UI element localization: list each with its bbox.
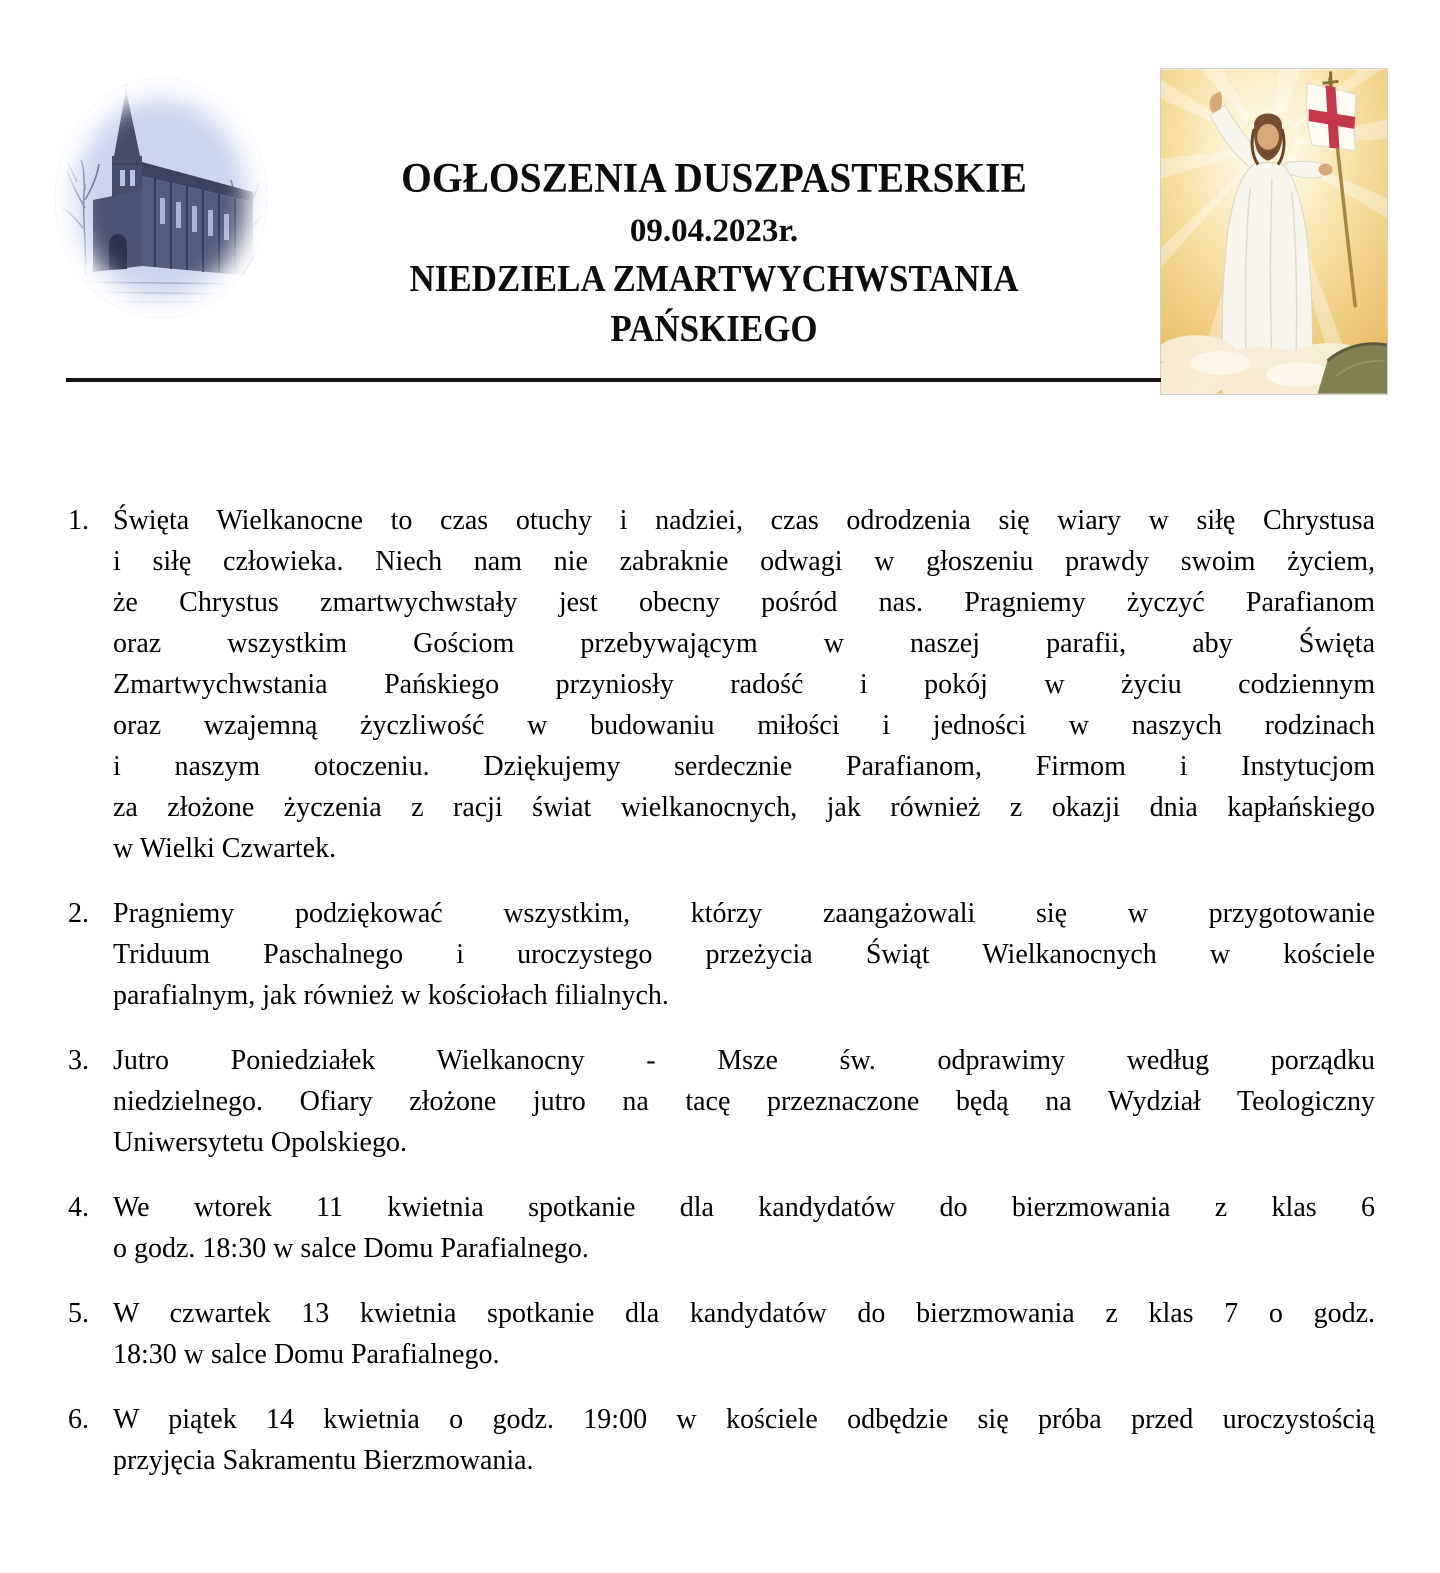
text-line: W piątek 14 kwietnia o godz. 19:00 w kościele odbędzie się próba przed uroczystością	[113, 1404, 1375, 1435]
text-line: Zmartwychwstania Pańskiego przyniosły radość i pokój w życiu codziennym	[113, 669, 1375, 700]
text-line: parafialnym, jak również w kościołach filialnych.	[113, 980, 669, 1011]
text-line: Święta Wielkanocne to czas otuchy i nadziei, czas odrodzenia się wiary w siłę Chrystusa	[113, 505, 1375, 536]
text-line: i naszym otoczeniu. Dziękujemy serdecznie Parafianom, Firmom i Instytucjom	[113, 751, 1375, 782]
text-line: niedzielnego. Ofiary złożone jutro na tacę przeznaczone będą na Wydział Teologiczny	[113, 1086, 1375, 1117]
announcement-item-5	[68, 1293, 1375, 1375]
item-number: 3.	[68, 1045, 89, 1076]
text-line: Jutro Poniedziałek Wielkanocny - Msze św. odprawimy według porządku	[113, 1045, 1375, 1076]
text-line: W czwartek 13 kwietnia spotkanie dla kandydatów do bierzmowania z klas 7 o godz.	[113, 1298, 1375, 1329]
jesus-image	[1160, 68, 1388, 395]
item-text	[113, 500, 1375, 869]
text-line: w Wielki Czwartek.	[113, 833, 337, 864]
resurrected-christ-icon	[1161, 69, 1387, 394]
header-divider	[66, 378, 1161, 382]
item-number: 5.	[68, 1298, 89, 1329]
item-number: 6.	[68, 1404, 89, 1435]
item-text	[113, 1040, 1375, 1163]
page-date: 09.04.2023r.	[629, 213, 799, 249]
announcement-item-3	[68, 1040, 1375, 1163]
church-logo-image	[55, 78, 267, 318]
item-text	[113, 893, 1375, 1016]
page-subtitle: NIEDZIELA ZMARTWYCHWSTANIA PAŃSKIEGO	[409, 258, 1019, 350]
text-line: że Chrystus zmartwychwstały jest obecny pośród nas. Pragniemy życzyć Parafianom	[113, 587, 1375, 618]
announcement-item-4	[68, 1187, 1375, 1269]
item-number: 4.	[68, 1192, 89, 1223]
announcement-item-2	[68, 893, 1375, 1016]
text-line: We wtorek 11 kwietnia spotkanie dla kandydatów do bierzmowania z klas 6	[113, 1192, 1375, 1223]
page-title: OGŁOSZENIA DUSZPASTERSKIE	[401, 156, 1027, 202]
item-number: 2.	[68, 898, 89, 929]
text-line: za złożone życzenia z racji świat wielkanocnych, jak również z okazji dnia kapłańskiego	[113, 792, 1375, 823]
church-sketch-icon	[55, 78, 267, 318]
text-line: Triduum Paschalnego i uroczystego przeżycia Świąt Wielkanocnych w kościele	[113, 939, 1375, 970]
item-number: 1.	[68, 505, 89, 536]
item-text	[113, 1293, 1375, 1375]
bulletin-header	[0, 0, 1440, 420]
text-line: i siłę człowieka. Niech nam nie zabraknie odwagi w głoszeniu prawdy swoim życiem,	[113, 546, 1375, 577]
item-text	[113, 1399, 1375, 1481]
header-titles	[270, 150, 1158, 354]
text-line: oraz wszystkim Gościom przebywającym w naszej parafii, aby Święta	[113, 628, 1375, 659]
text-line: oraz wzajemną życzliwość w budowaniu miłości i jedności w naszych rodzinach	[113, 710, 1375, 741]
item-text	[113, 1187, 1375, 1269]
text-line: przyjęcia Sakramentu Bierzmowania.	[113, 1445, 534, 1476]
text-line: o godz. 18:30 w salce Domu Parafialnego.	[113, 1233, 589, 1264]
announcement-item-6	[68, 1399, 1375, 1481]
announcement-item-1	[68, 500, 1375, 869]
text-line: Pragniemy podziękować wszystkim, którzy zaangażowali się w przygotowanie	[113, 898, 1375, 929]
text-line: Uniwersytetu Opolskiego.	[113, 1127, 407, 1158]
text-line: 18:30 w salce Domu Parafialnego.	[113, 1339, 500, 1370]
announcement-list	[68, 500, 1375, 1481]
